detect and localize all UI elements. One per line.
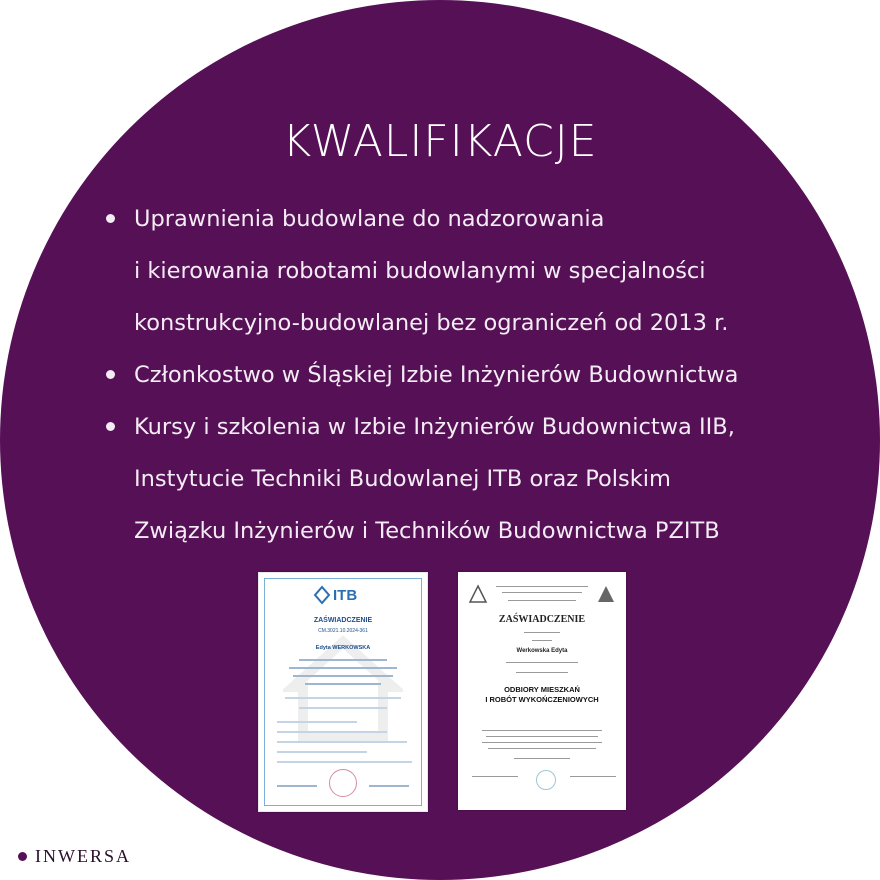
list-item (104, 401, 824, 557)
bullet-icon (106, 370, 115, 379)
text-line (285, 697, 401, 699)
text-line (277, 721, 357, 723)
text-line (305, 683, 381, 685)
course-line: I ROBÓT WYKOŃCZENIOWYCH (485, 695, 599, 704)
itb-logo-icon (313, 583, 373, 607)
certificate-course (458, 685, 626, 705)
text-line (516, 672, 568, 673)
text-line (277, 741, 407, 743)
text-line (299, 707, 387, 709)
text-line (277, 731, 387, 733)
list-item-text: Kursy i szkolenia w Izbie Inżynierów Budownictwa IIB, (134, 414, 735, 440)
seal-icon (329, 769, 357, 797)
brand-name: INWERSA (35, 846, 131, 866)
text-line (277, 751, 367, 753)
signature-line (570, 776, 616, 777)
bullet-icon (106, 214, 115, 223)
text-line (514, 758, 570, 759)
signature-line (472, 776, 518, 777)
chamber-logo-icon (596, 584, 616, 604)
list-item-text: Związku Inżynierów i Techników Budownictwa PZITB (134, 518, 720, 544)
certificate-title: ZAŚWIADCZENIE (313, 617, 373, 624)
certificate-itb-image (258, 572, 428, 812)
text-line (486, 736, 598, 737)
text-line (482, 742, 602, 743)
text-line (299, 659, 387, 661)
text-line (532, 640, 552, 641)
course-line: ODBIORY MIESZKAŃ (504, 685, 580, 694)
page-title: KWALIFIKACJE (282, 116, 598, 167)
bullet-icon (106, 422, 115, 431)
list-item-text: i kierowania robotami budowlanymi w specjalności (134, 258, 706, 284)
certificate-recipient: Werkowska Edyta (516, 648, 568, 654)
certificate-title: ZAŚWIADCZENIE (498, 614, 586, 625)
list-item (104, 349, 824, 401)
brand-dot-icon (18, 852, 27, 861)
list-item-text: Uprawnienia budowlane do nadzorowania (134, 206, 605, 232)
text-line (502, 592, 582, 593)
text-line (508, 600, 576, 601)
list-item-text: Instytucie Techniki Budowlanej ITB oraz Polskim (134, 466, 671, 492)
text-line (506, 662, 578, 663)
text-line (482, 730, 602, 731)
list-item-text: konstrukcyjno-budowlanej bez ograniczeń od 2013 r. (134, 310, 729, 336)
qualifications-list (104, 193, 824, 557)
signature-line (277, 785, 317, 787)
text-line (524, 632, 560, 633)
certificate-recipient: Edyta WERKOWSKA (315, 645, 371, 651)
signature-line (369, 785, 409, 787)
text-line (293, 675, 393, 677)
text-line (277, 761, 412, 763)
brand-logo (18, 846, 131, 867)
certificate-pzitb-image (458, 572, 626, 810)
seal-icon (536, 770, 556, 790)
text-line (488, 748, 596, 749)
list-item (104, 193, 824, 349)
text-line (289, 667, 397, 669)
certificate-number: CM.3021.10.2024-361 (318, 628, 368, 634)
pzitb-logo-icon (468, 584, 488, 604)
list-item-text: Członkostwo w Śląskiej Izbie Inżynierów Budownictwa (134, 362, 739, 388)
itb-logo-text: ITB (333, 587, 358, 604)
text-line (496, 586, 588, 587)
